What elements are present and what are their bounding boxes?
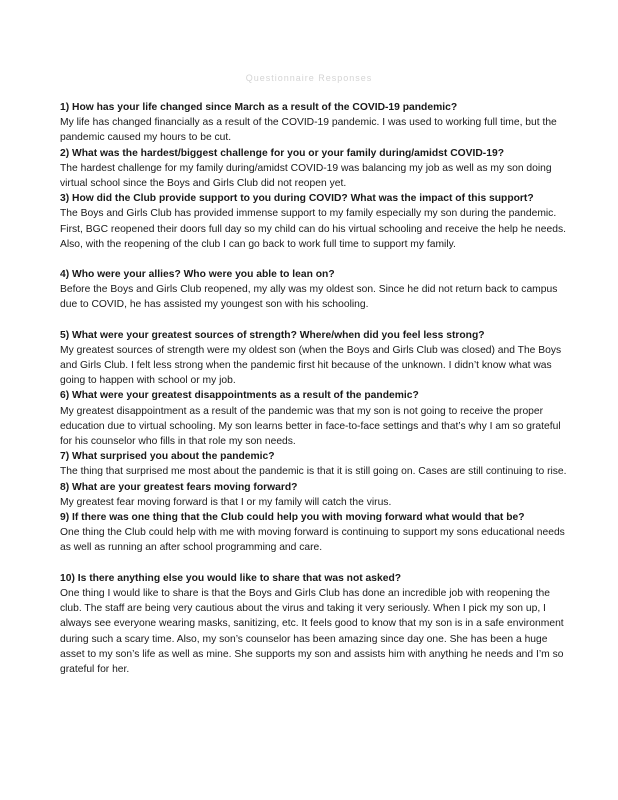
answer-5: My greatest sources of strength were my oldest son (when the Boys and Girls Club was closed) and The Boys and Girls Club. I felt less strong when the pandemic first hit because of the unknown. I didn’t know what was going to happen with school or my job. — [60, 344, 562, 387]
qa-item-6 — [60, 388, 570, 449]
answer-6: My greatest disappointment as a result of the pandemic was that my son is not going to receive the proper education due to virtual schooling. My son learns better in face-to-face settings and that’s why I am so grateful for his counselor who fills in that role my son needs. — [60, 405, 561, 448]
answer-8: My greatest fear moving forward is that I or my family will catch the virus. — [60, 496, 392, 508]
answer-9: One thing the Club could help with me with moving forward is continuing to support my sons educational needs as well as running an after school programming and care. — [60, 527, 565, 554]
question-5: 5) What were your greatest sources of strength? Where/when did you feel less strong? — [60, 329, 485, 341]
question-4: 4) Who were your allies? Who were you able to lean on? — [60, 269, 335, 281]
qa-item-5 — [60, 328, 570, 389]
question-3: 3) How did the Club provide support to you during COVID? What was the impact of this support? — [60, 193, 534, 205]
answer-1: My life has changed financially as a result of the COVID-19 pandemic. I was used to working full time, but the pandemic caused my hours to be cut. — [60, 117, 557, 144]
answer-3: The Boys and Girls Club has provided immense support to my family especially my son during the pandemic. First, BGC reopened their doors full day so my child can do his virtual schooling and receive the help he needs. Also, with the reopening of the club I can go back to work full time to support my family. — [60, 208, 566, 250]
qa-item-8 — [60, 480, 570, 510]
answer-7: The thing that surprised me most about the pandemic is that it is still going on. Cases are still continuing to rise. — [60, 466, 567, 478]
question-8: 8) What are your greatest fears moving forward? — [60, 481, 298, 493]
question-6: 6) What were your greatest disappointments as a result of the pandemic? — [60, 390, 419, 402]
question-10: 10) Is there anything else you would like to share that was not asked? — [60, 572, 402, 584]
question-1: 1) How has your life changed since March as a result of the COVID-19 pandemic? — [60, 102, 458, 113]
answer-10: One thing I would like to share is that the Boys and Girls Club has done an incredible job with reopening the club. The staff are being very cautious about the virus and taking it very seriously. When I pick my son up, I always see everyone wearing masks, sanitizing, etc. It feels good to know that my son is in a safe environment during such a scary time. Also, my son’s counselor has been amazing since day one. She has been a huge asset to my son’s life as well as mine. She supports my son and assists him with anything he needs and I’m so grateful for her. — [60, 587, 564, 675]
question-9: 9) If there was one thing that the Club could help you with moving forward what would that be? — [60, 512, 525, 524]
answer-2: The hardest challenge for my family during/amidst COVID-19 was balancing my job as well as my son doing virtual school since the Boys and Girls Club did not reopen yet. — [60, 162, 552, 190]
qa-item-7 — [60, 449, 570, 479]
question-7: 7) What surprised you about the pandemic? — [60, 451, 275, 463]
qa-item-1 — [60, 100, 570, 146]
question-2: 2) What was the hardest/biggest challenge for you or your family during/amidst COVID-19? — [60, 147, 504, 159]
qa-item-10 — [60, 571, 570, 677]
qa-item-9 — [60, 510, 570, 556]
qa-item-4 — [60, 267, 570, 313]
answer-4: Before the Boys and Girls Club reopened, my ally was my oldest son. Since he did not return back to campus due to COVID, he has assisted my youngest son with his schooling. — [60, 284, 558, 311]
faint-header-title: Questionnaire Responses — [245, 73, 373, 83]
qa-item-3 — [60, 191, 570, 252]
qa-item-2 — [60, 146, 570, 192]
qa-list — [60, 100, 570, 677]
